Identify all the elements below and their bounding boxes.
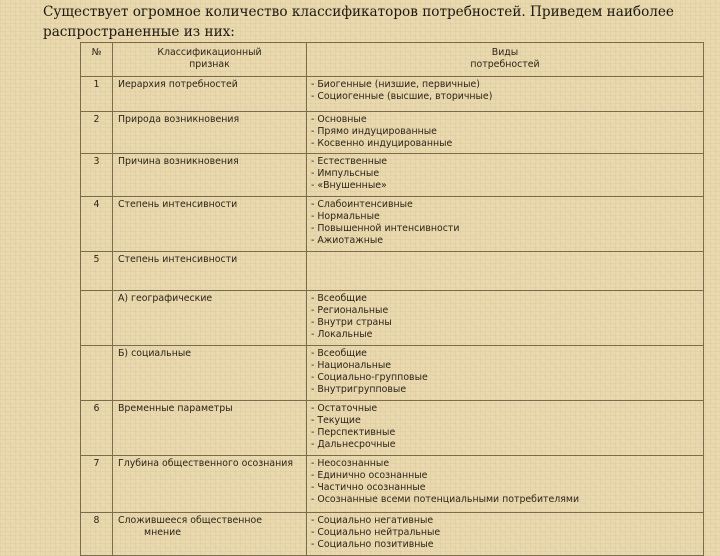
table-row [81, 401, 704, 456]
type-item: - Слабоинтенсивные [311, 199, 413, 211]
table-row [81, 456, 704, 513]
row-types [307, 291, 704, 346]
row-feature: Иерархия потребностей [113, 77, 307, 112]
table-row [81, 252, 704, 291]
row-feature: Степень интенсивности [113, 252, 307, 291]
feature-line: Сложившееся общественное [118, 515, 263, 527]
type-item: - Внутри страны [311, 316, 392, 328]
type-item: - Основные [311, 114, 367, 125]
type-item: - Перспективные [311, 426, 396, 438]
type-item: - Локальные [311, 328, 373, 340]
type-item: - «Внушенные» [311, 179, 387, 191]
header-num: № [81, 43, 113, 77]
row-num: 4 [81, 197, 113, 252]
header-feature: Классификационный признак [113, 43, 307, 77]
row-num: 2 [81, 112, 113, 154]
table-row [81, 112, 704, 154]
type-item: - Прямо индуцированные [311, 125, 437, 137]
row-feature: Глубина общественного осознания [113, 456, 307, 513]
type-item: - Биогенные (низшие, первичные) [311, 79, 480, 90]
type-item: - Осознанные всеми потенциальными потребителями [311, 493, 580, 505]
feature-line-cont: мнение [144, 527, 181, 539]
type-item: - Региональные [311, 305, 389, 317]
row-feature: Причина возникновения [113, 154, 307, 197]
table-row [81, 77, 704, 112]
type-item: - Нормальные [311, 211, 380, 223]
table-row [81, 513, 704, 555]
table-row [81, 291, 704, 346]
table-row [81, 197, 704, 252]
row-num: 8 [81, 513, 113, 555]
row-num: 3 [81, 154, 113, 197]
row-feature: Степень интенсивности [113, 197, 307, 252]
row-types [307, 513, 704, 555]
row-types [307, 112, 704, 154]
type-item: - Единично осознанные [311, 470, 428, 482]
row-types [307, 346, 704, 401]
type-item: - Всеобщие [311, 348, 367, 360]
row-feature: А) географические [113, 291, 307, 346]
table-row [81, 154, 704, 197]
type-item: - Импульсные [311, 168, 380, 180]
type-item: - Внутригрупповые [311, 383, 407, 395]
type-item: - Национальные [311, 360, 392, 372]
type-item: - Социально негативные [311, 515, 434, 527]
row-num [81, 346, 113, 401]
table-row [81, 346, 704, 401]
type-item: - Повышенной интенсивности [311, 222, 460, 234]
needs-classification-table [80, 42, 704, 556]
row-feature: Природа возникновения [113, 112, 307, 154]
type-item: - Косвенно индуцированные [311, 137, 453, 149]
type-item: - Социально нейтральные [311, 527, 441, 539]
type-item: - Остаточные [311, 403, 378, 415]
type-item: - Естественные [311, 156, 388, 168]
type-item: - Неосознанные [311, 458, 390, 470]
type-item: - Дальнесрочные [311, 438, 396, 450]
row-types [307, 252, 704, 291]
row-feature: Б) социальные [113, 346, 307, 401]
type-item: - Социально позитивные [311, 538, 434, 550]
header-types: Виды потребностей [307, 43, 704, 77]
row-types [307, 154, 704, 197]
row-types [307, 77, 704, 112]
table-header-row [81, 43, 704, 77]
slide-title: Существует огромное количество классификаторов потребностей. Приведем наиболее распространенные из них: [43, 4, 674, 40]
row-types [307, 456, 704, 513]
type-item: - Частично осознанные [311, 481, 426, 493]
type-item: - Ажиотажные [311, 234, 384, 246]
row-num: 7 [81, 456, 113, 513]
type-item: - Текущие [311, 415, 361, 427]
row-num: 5 [81, 252, 113, 291]
row-types [307, 197, 704, 252]
row-num: 6 [81, 401, 113, 456]
type-item: - Всеобщие [311, 293, 367, 305]
type-item: - Социально-групповые [311, 371, 428, 383]
row-feature: Временные параметры [113, 401, 307, 456]
row-num [81, 291, 113, 346]
type-item: - Социогенные (высшие, вторичные) [311, 90, 493, 102]
row-num: 1 [81, 77, 113, 112]
row-feature [113, 513, 307, 555]
row-types [307, 401, 704, 456]
